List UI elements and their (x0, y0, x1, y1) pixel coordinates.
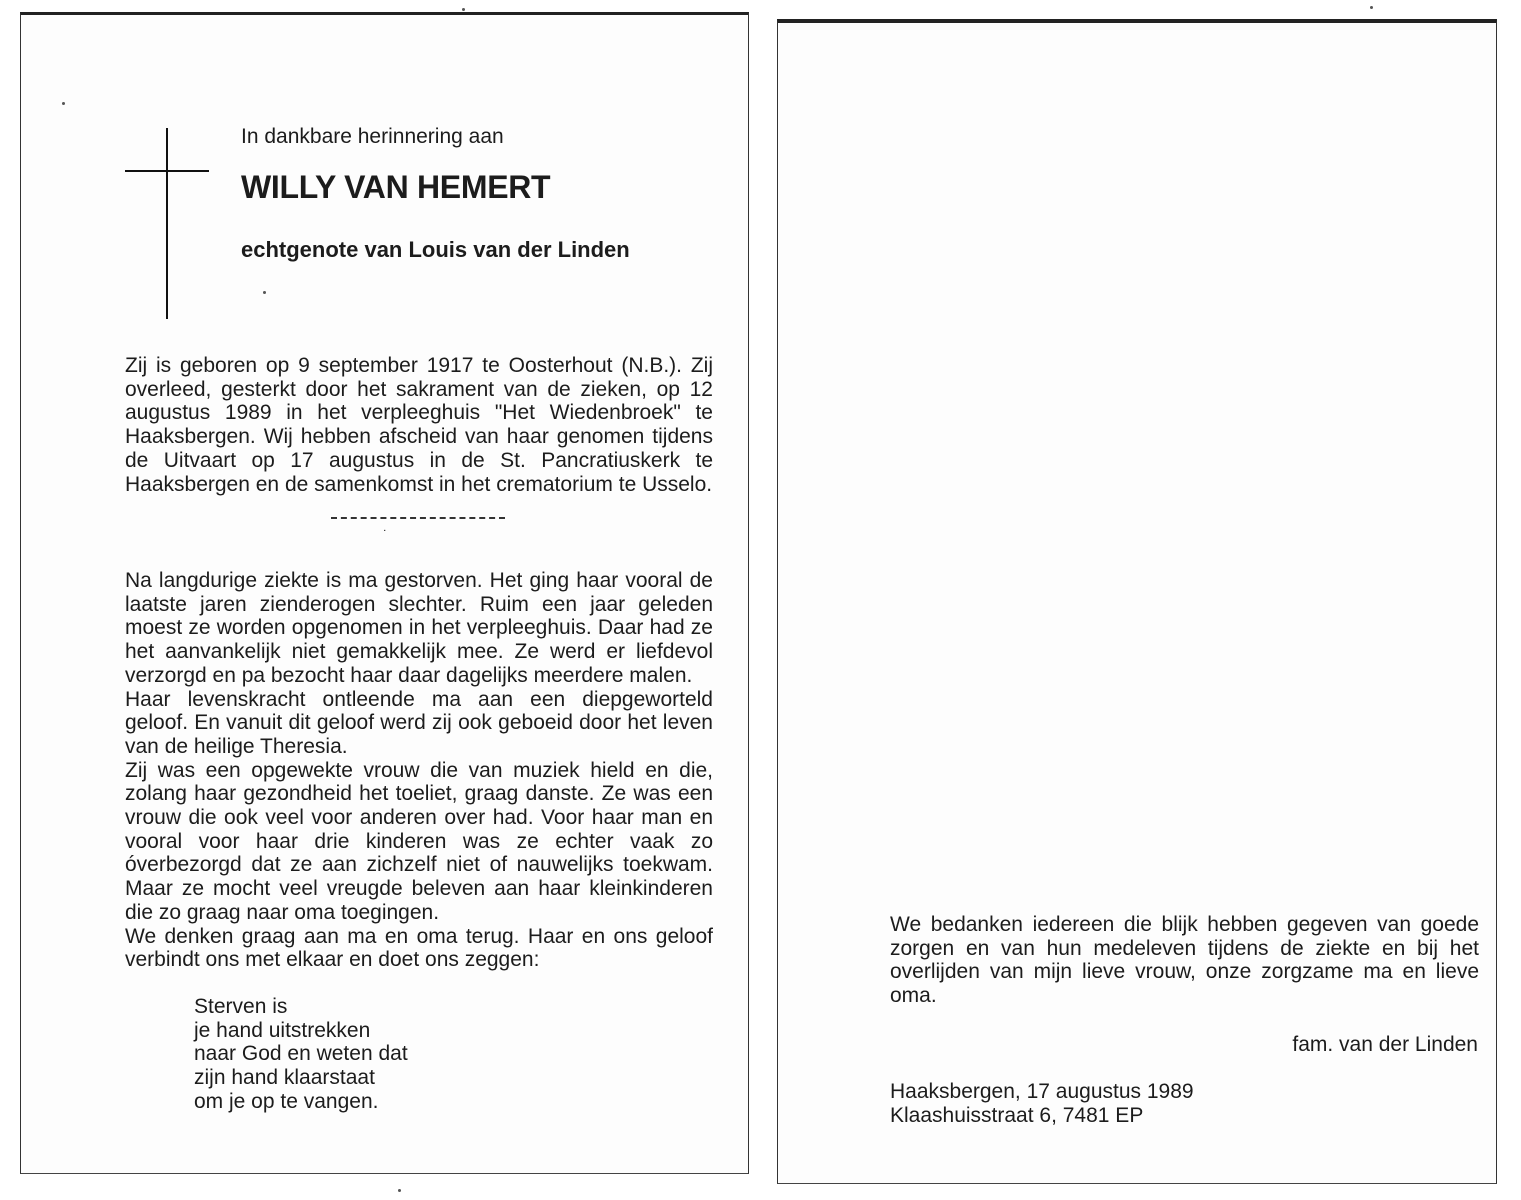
place-date-line: Haaksbergen, 17 augustus 1989 (890, 1080, 1194, 1103)
scan-speck (263, 291, 266, 294)
memorial-card-back (777, 19, 1497, 1184)
biography-paragraph: Zij is geboren op 9 september 1917 te Oosterhout (N.B.). Zij overleed, gesterkt door het sakrament van de zieken, op 12 augustus 1989 in het verpleeghuis "Het Wiedenbroek" te Haaksbergen. Wij hebben afscheid van haar genomen tijdens de Uitvaart op 17 augustus in de St. Pancratiuskerk te Haaksbergen en de samenkomst in het crematorium te Usselo. (125, 354, 713, 496)
poem-line: Sterven is (194, 995, 288, 1018)
story-paragraph: Haar levenskracht ontleende ma aan een diepgeworteld geloof. En vanuit dit geloof werd zij ook geboeid door het leven van de heilige Theresia. (125, 687, 713, 758)
scan-speck (462, 8, 465, 11)
spouse-line: echtgenote van Louis van der Linden (241, 237, 630, 262)
deceased-name: WILLY VAN HEMERT (241, 169, 551, 205)
cross-icon (166, 128, 168, 319)
story-paragraph: Zij was een opgewekte vrouw die van muziek hield en die, zolang haar gezondheid het toeliet, graag danste. Ze was een vrouw die ook veel voor anderen over had. Voor haar man en vooral voor haar drie kinderen was ze echter vaak zo óverbezorgd dat ze aan zichzelf niet of nauwelijks toekwam. Maar ze mocht veel vreugde beleven aan haar kleinkinderen die zo graag naar oma toegingen. (125, 758, 713, 924)
story-paragraph: Na langdurige ziekte is ma gestorven. Het ging haar vooral de laatste jaren zienderogen slechter. Ruim een jaar geleden moest ze worden opgenomen in het verpleeghuis. Daar had ze het aanvankelijk niet gemakkelijk mee. Ze werd er liefdevol verzorgd en pa bezocht haar daar dagelijks meerdere malen. (125, 569, 713, 687)
scan-speck (1370, 6, 1373, 9)
memorial-intro: In dankbare herinnering aan (241, 125, 504, 148)
story-paragraph: We denken graag aan ma en oma terug. Haar en ons geloof verbindt ons met elkaar en doet ons zeggen: (125, 924, 713, 972)
scan-speck (398, 1189, 401, 1192)
address-line: Klaashuisstraat 6, 7481 EP (890, 1103, 1144, 1127)
poem (194, 995, 408, 1114)
memorial-card-front (20, 12, 749, 1174)
section-divider (331, 517, 505, 519)
family-signature: fam. van der Linden (1292, 1033, 1478, 1056)
poem-line: om je op te vangen. (194, 1089, 379, 1113)
cross-icon-bar (125, 170, 209, 172)
thank-you-paragraph: We bedanken iedereen die blijk hebben gegeven van goede zorgen en van hun medeleven tijdens de ziekte en bij het overlijden van mijn lieve vrouw, onze zorgzame ma en lieve oma. (890, 913, 1479, 1008)
divider-mark: ˙ (383, 527, 388, 543)
scan-speck (62, 102, 65, 105)
life-story (125, 569, 713, 972)
place-and-address (890, 1080, 1194, 1127)
poem-line: je hand uitstrekken (194, 1018, 371, 1042)
poem-line: naar God en weten dat (194, 1042, 408, 1066)
poem-line: zijn hand klaarstaat (194, 1066, 375, 1090)
